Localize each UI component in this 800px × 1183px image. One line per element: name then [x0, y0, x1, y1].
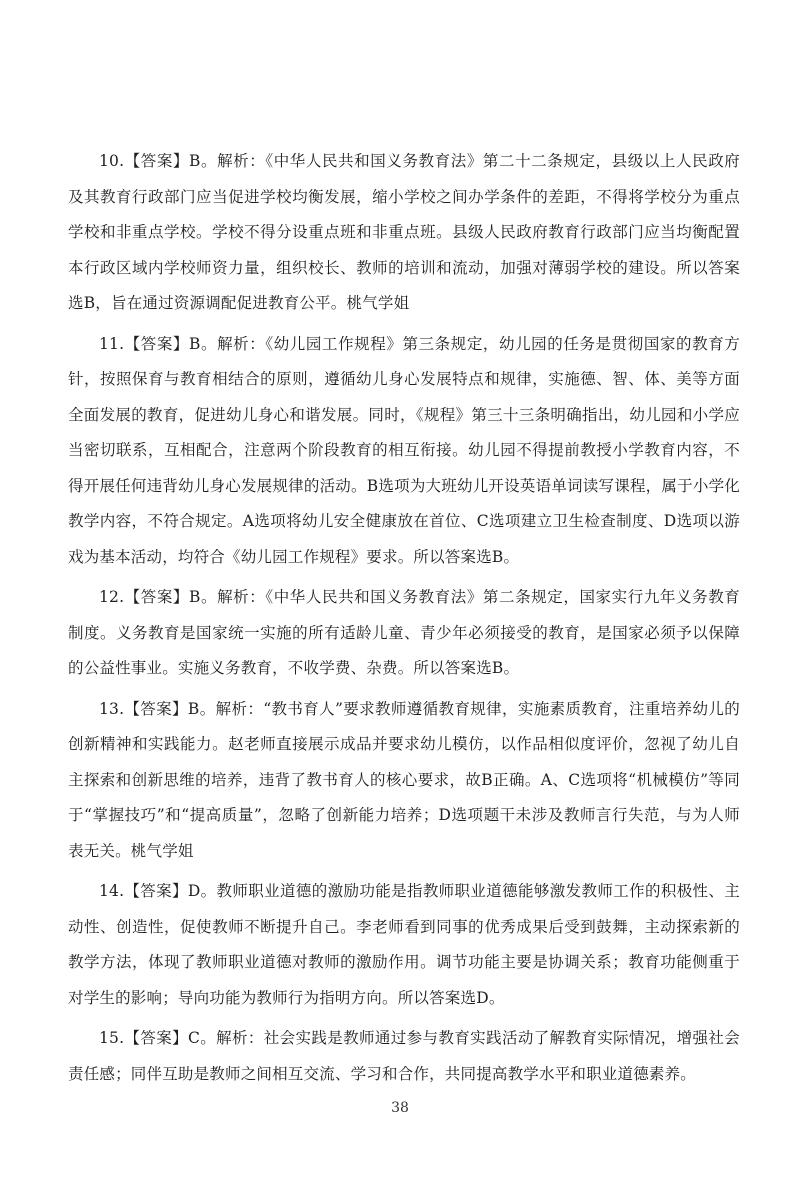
- answer-11-paragraph: 11.【答案】B。解析：《幼儿园工作规程》第三条规定，幼儿园的任务是贯彻国家的教育方针，按照保育与教育相结合的原则，遵循幼儿身心发展特点和规律，实施德、智、体、美等方面全面发展的教育，促进幼儿身心和谐发展。同时，《规程》第三十三条明确指出，幼儿园和小学应当密切联系，互相配合，注意两个阶段教育的相互衔接。幼儿园不得提前教授小学教育内容，不得开展任何违背幼儿身心发展规律的活动。B选项为大班幼儿开设英语单词读写课程，属于小学化教学内容，不符合规定。A选项将幼儿安全健康放在首位、C选项建立卫生检查制度、D选项以游戏为基本活动，均符合《幼儿园工作规程》要求。所以答案选B。: [68, 334, 740, 566]
- answer-15-paragraph: 15.【答案】C。解析：社会实践是教师通过参与教育实践活动了解教育实际情况，增强社会责任感；同伴互助是教师之间相互交流、学习和合作，共同提高教学水平和职业道德素养。: [68, 1029, 740, 1083]
- answer-14-paragraph: 14.【答案】D。教师职业道德的激励功能是指教师职业道德能够激发教师工作的积极性、主动性、创造性，促使教师不断提升自己。李老师看到同事的优秀成果后受到鼓舞，主动探索新的教学方法，体现了教师职业道德对教师的激励作用。调节功能主要是协调关系；教育功能侧重于对学生的影响；导向功能为教师行为指明方向。所以答案选D。: [68, 882, 740, 1007]
- answer-12-paragraph: 12.【答案】B。解析：《中华人民共和国义务教育法》第二条规定，国家实行九年义务教育制度。义务教育是国家统一实施的所有适龄儿童、青少年必须接受的教育，是国家必须予以保障的公益性事业。实施义务教育，不收学费、杂费。所以答案选B。: [68, 588, 740, 677]
- page-number: 38: [391, 1100, 409, 1116]
- answer-13-paragraph: 13.【答案】B。解析：“教书育人”要求教师遵循教育规律，实施素质教育，注重培养幼儿的创新精神和实践能力。赵老师直接展示成品并要求幼儿模仿，以作品相似度评价，忽视了幼儿自主探索和创新思维的培养，违背了教书育人的核心要求，故B正确。A、C选项将“机械模仿”等同于“掌握技巧”和“提高质量”，忽略了创新能力培养；D选项题干未涉及教师言行失范，与为人师表无关。桃气学姐: [68, 699, 740, 860]
- answer-10-paragraph: 10.【答案】B。解析：《中华人民共和国义务教育法》第二十二条规定，县级以上人民政府及其教育行政部门应当促进学校均衡发展，缩小学校之间办学条件的差距，不得将学校分为重点学校和非重点学校。学校不得分设重点班和非重点班。县级人民政府教育行政部门应当均衡配置本行政区域内学校师资力量，组织校长、教师的培训和流动，加强对薄弱学校的建设。所以答案选B，旨在通过资源调配促进教育公平。桃气学姐: [68, 152, 740, 312]
- answer-explanations: [68, 144, 740, 1097]
